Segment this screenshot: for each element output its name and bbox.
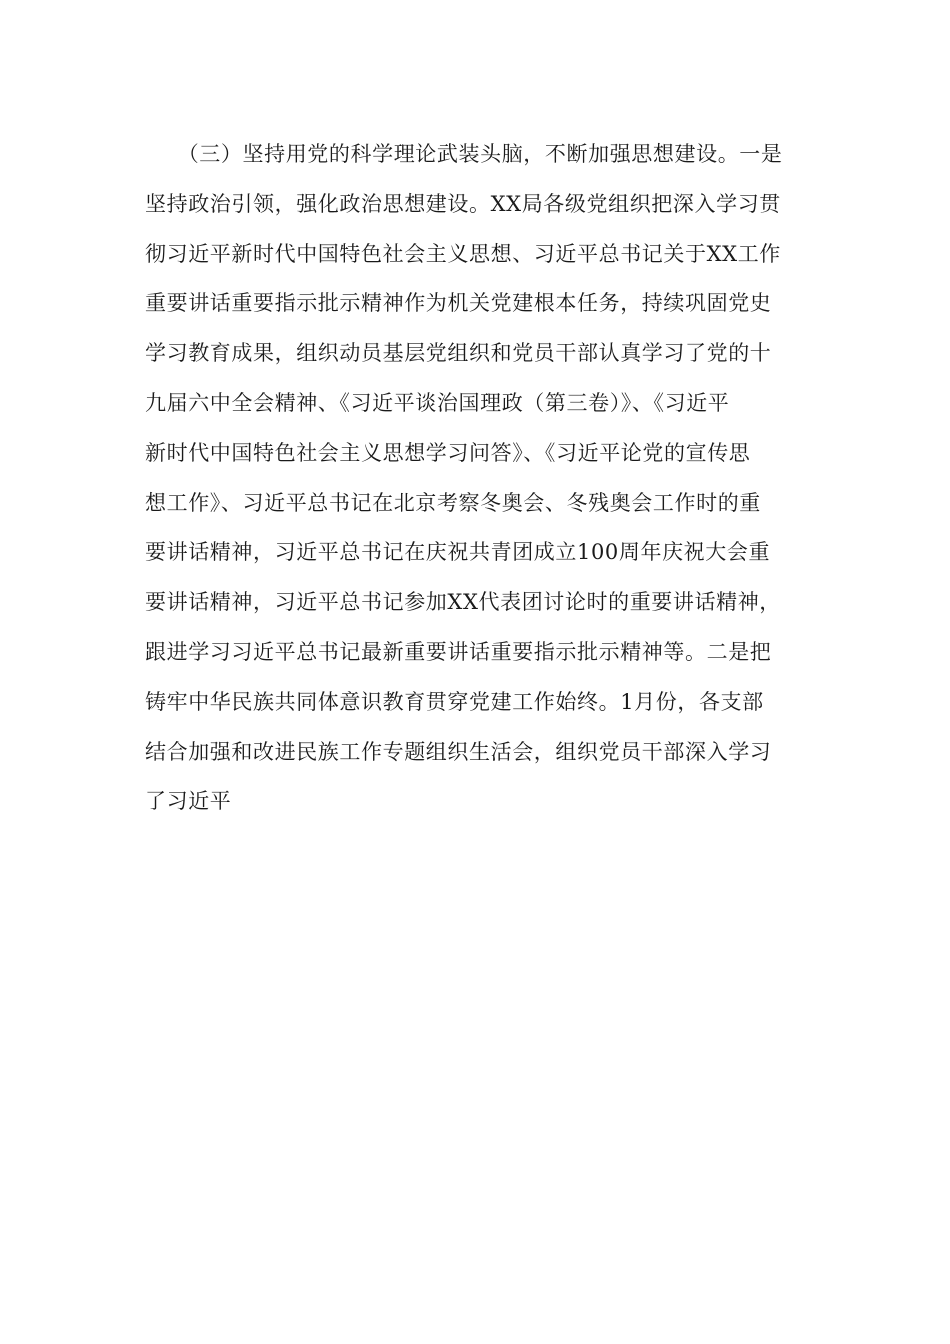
- text-line-2: 坚持政治引领，强化政治思想建设。XX局各级党组织把深入学习贯: [145, 191, 781, 216]
- text-line-10: 要讲话精神，习近平总书记参加XX代表团讨论时的重要讲话精神，: [145, 590, 781, 615]
- text-line-14: 了习近平: [145, 789, 232, 814]
- text-line-11: 跟进学习习近平总书记最新重要讲话重要指示批示精神等。二是把: [145, 639, 772, 664]
- text-line-7: 新时代中国特色社会主义思想学习问答》、《习近平论党的宣传思: [145, 440, 751, 465]
- text-line-12: 铸牢中华民族共同体意识教育贯穿党建工作始终。1月份，各支部: [145, 689, 764, 714]
- text-line-5: 学习教育成果，组织动员基层党组织和党员干部认真学习了党的十: [145, 341, 772, 366]
- text-line-6: 九届六中全会精神、《习近平谈治国理政（第三卷）》、《习近平: [145, 390, 730, 415]
- text-line-1: （三）坚持用党的科学理论武装头脑，不断加强思想建设。一是: [145, 142, 783, 166]
- body-paragraph: [145, 130, 810, 827]
- text-line-4: 重要讲话重要指示批示精神作为机关党建根本任务，持续巩固党史: [145, 291, 772, 316]
- text-line-13: 结合加强和改进民族工作专题组织生活会，组织党员干部深入学习: [145, 739, 772, 764]
- text-line-3: 彻习近平新时代中国特色社会主义思想、习近平总书记关于XX工作: [145, 241, 781, 266]
- text-line-9: 要讲话精神，习近平总书记在庆祝共青团成立100周年庆祝大会重: [145, 540, 771, 565]
- text-line-8: 想工作》、习近平总书记在北京考察冬奥会、冬残奥会工作时的重: [145, 490, 761, 515]
